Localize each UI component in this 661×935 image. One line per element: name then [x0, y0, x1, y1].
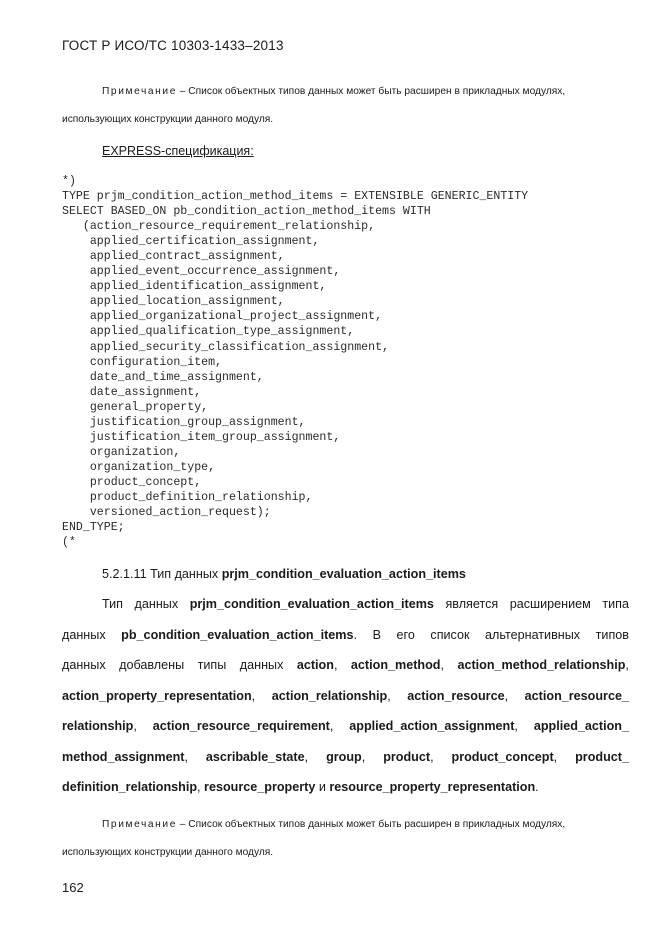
paragraph-text: , [553, 749, 558, 764]
paragraph-text: , [304, 749, 309, 764]
type-name: relationship [62, 719, 134, 733]
paragraph-text: , [251, 688, 256, 703]
paragraph-text: , [387, 688, 391, 703]
paragraph-text: является [445, 597, 499, 611]
note-2-line-1 [102, 819, 632, 830]
paragraph-text: данных [239, 658, 284, 672]
note-1-line-2: использующих конструкции данного модуля. [62, 114, 274, 125]
paragraph-word [190, 597, 434, 611]
type-name: action_property_representation [62, 688, 252, 703]
type-name: action_relationship [271, 688, 388, 703]
type-name: method_assignment [62, 749, 185, 764]
type-name: group [326, 749, 362, 764]
code-line: applied_location_assignment, [62, 295, 285, 309]
page-number: 162 [62, 880, 84, 895]
paragraph-word [206, 750, 308, 764]
paragraph-text: данных [134, 597, 179, 611]
type-name: action_method [350, 658, 441, 672]
code-line: product_concept, [62, 475, 202, 489]
paragraph-line [62, 780, 629, 794]
code-line: applied_event_occurrence_assignment, [62, 265, 341, 279]
paragraph-word [383, 750, 433, 764]
code-line: organization, [62, 445, 181, 459]
note-1-line-1 [102, 86, 632, 97]
paragraph-word [349, 719, 518, 733]
document-header: ГОСТ Р ИСО/ТС 10303-1433–2013 [62, 38, 284, 53]
paragraph-word [397, 628, 415, 642]
paragraph-text: его [396, 627, 415, 642]
paragraph-text: , [514, 719, 518, 733]
code-line: applied_certification_assignment, [62, 235, 320, 249]
code-line: justification_group_assignment, [62, 415, 306, 429]
paragraph-word [62, 689, 255, 703]
paragraph-word [602, 597, 629, 611]
type-name: action_resource_ [524, 688, 629, 703]
paragraph-word [240, 658, 284, 672]
paragraph-word [121, 628, 357, 642]
paragraph-text: и [315, 780, 330, 794]
paragraph-text: В [372, 627, 381, 642]
note-1-label: Примечание [102, 86, 177, 97]
paragraph-word [485, 628, 580, 642]
paragraph-text: , [625, 658, 629, 672]
code-line: date_and_time_assignment, [62, 370, 264, 384]
type-name: action_method_relationship [457, 658, 626, 672]
code-line: *) [62, 175, 76, 188]
type-name: action [296, 658, 334, 672]
code-line: applied_contract_assignment, [62, 250, 285, 264]
code-line: justification_item_group_assignment, [62, 430, 341, 444]
paragraph-word [510, 597, 591, 611]
type-name: action_resource [407, 688, 505, 703]
paragraph-word [62, 750, 188, 764]
type-name: definition_relationship [62, 780, 198, 794]
type-name: action_resource_requirement [152, 719, 330, 733]
type-name: pb_condition_evaluation_action_items [121, 627, 354, 642]
type-name: product_concept [451, 749, 554, 764]
paragraph-word [272, 689, 391, 703]
code-line: applied_organizational_project_assignment, [62, 310, 383, 324]
paragraph-line [62, 719, 629, 733]
paragraph-text: типа [602, 597, 629, 611]
paragraph-text: , [361, 749, 366, 764]
paragraph-word [452, 750, 558, 764]
paragraph-line [62, 628, 629, 642]
code-line: (* [62, 536, 76, 550]
paragraph-text: . [535, 780, 539, 794]
paragraph-word [135, 597, 179, 611]
paragraph-word [457, 658, 628, 672]
code-line: organization_type, [62, 460, 216, 474]
note-1-text-1: – Список объектных типов данных может быть расширен в прикладных модулях, [176, 86, 566, 97]
paragraph-text: расширением [509, 597, 591, 611]
express-code-block [62, 174, 528, 550]
type-name: resource_property_representation [329, 780, 536, 794]
type-name: ascribable_state [205, 749, 305, 764]
note-2-text-1: – Список объектных типов данных может быть расширен в прикладных модулях, [176, 819, 566, 830]
code-line: date_assignment, [62, 385, 202, 399]
section-type-name: prjm_condition_evaluation_action_items [221, 567, 466, 581]
paragraph-word [62, 658, 106, 672]
paragraph-word [62, 719, 137, 733]
paragraph-line [62, 658, 629, 672]
paragraph-text: , [504, 688, 509, 703]
type-name: prjm_condition_evaluation_action_items [189, 597, 434, 611]
paragraph-text: данных [62, 658, 106, 672]
paragraph-word [119, 658, 184, 672]
code-line: configuration_item, [62, 355, 223, 369]
paragraph-text: типы [197, 658, 227, 672]
code-line: END_TYPE; [62, 521, 125, 535]
paragraph-word [407, 689, 508, 703]
code-line: applied_security_classification_assignment, [62, 340, 389, 354]
paragraph-word [297, 658, 338, 672]
note-2-line-2: использующих конструкции данного модуля. [62, 847, 274, 858]
paragraph-word [534, 719, 629, 733]
section-number: 5.2.1.11 Тип данных [102, 567, 222, 581]
code-line: (action_resource_requirement_relationship, [62, 220, 376, 234]
code-line: applied_identification_assignment, [62, 280, 327, 294]
paragraph-text: добавлены [119, 658, 185, 672]
paragraph-text: альтернативных [485, 627, 581, 642]
paragraph-word [596, 628, 629, 642]
paragraph-word [153, 719, 334, 733]
paragraph-text: типов [595, 627, 629, 642]
paragraph-line [62, 689, 629, 703]
type-name: product_ [575, 749, 629, 764]
code-line: applied_qualification_type_assignment, [62, 325, 355, 339]
paragraph-text: , [333, 658, 338, 672]
note-2-label: Примечание [102, 819, 177, 830]
paragraph-text: данных [62, 627, 106, 642]
paragraph-word [525, 689, 629, 703]
paragraph-text: , [329, 719, 334, 733]
type-name: resource_property [204, 780, 316, 794]
paragraph-text: . [353, 627, 358, 642]
type-name: applied_action_assignment [349, 719, 515, 733]
paragraph-word [351, 658, 444, 672]
paragraph-word [62, 628, 106, 642]
code-line: TYPE prjm_condition_action_method_items = EXTENSIBLE GENERIC_ENTITY [62, 190, 529, 204]
type-name: product [383, 749, 431, 764]
paragraph-text: , [197, 780, 205, 794]
paragraph-text: , [133, 719, 137, 733]
paragraph-word [326, 750, 365, 764]
paragraph-text: , [430, 749, 434, 764]
paragraph-text: список [430, 627, 470, 642]
paragraph-text: , [440, 658, 444, 672]
paragraph-line [62, 750, 629, 764]
paragraph-line [102, 597, 629, 611]
paragraph-text: , [184, 749, 188, 764]
code-line: general_property, [62, 400, 209, 414]
type-name: applied_action_ [533, 719, 629, 733]
paragraph-word [102, 597, 123, 611]
paragraph-word [575, 750, 629, 764]
paragraph-word [430, 628, 469, 642]
section-heading [102, 567, 466, 581]
paragraph-text: Тип [102, 597, 123, 611]
paragraph-word [198, 658, 227, 672]
code-line: versioned_action_request); [62, 506, 271, 520]
express-spec-label: EXPRESS-спецификация: [102, 144, 254, 158]
paragraph-word [445, 597, 498, 611]
code-line: product_definition_relationship, [62, 490, 313, 504]
paragraph-word [373, 628, 381, 642]
code-line: SELECT BASED_ON pb_condition_action_method_items WITH [62, 205, 431, 219]
